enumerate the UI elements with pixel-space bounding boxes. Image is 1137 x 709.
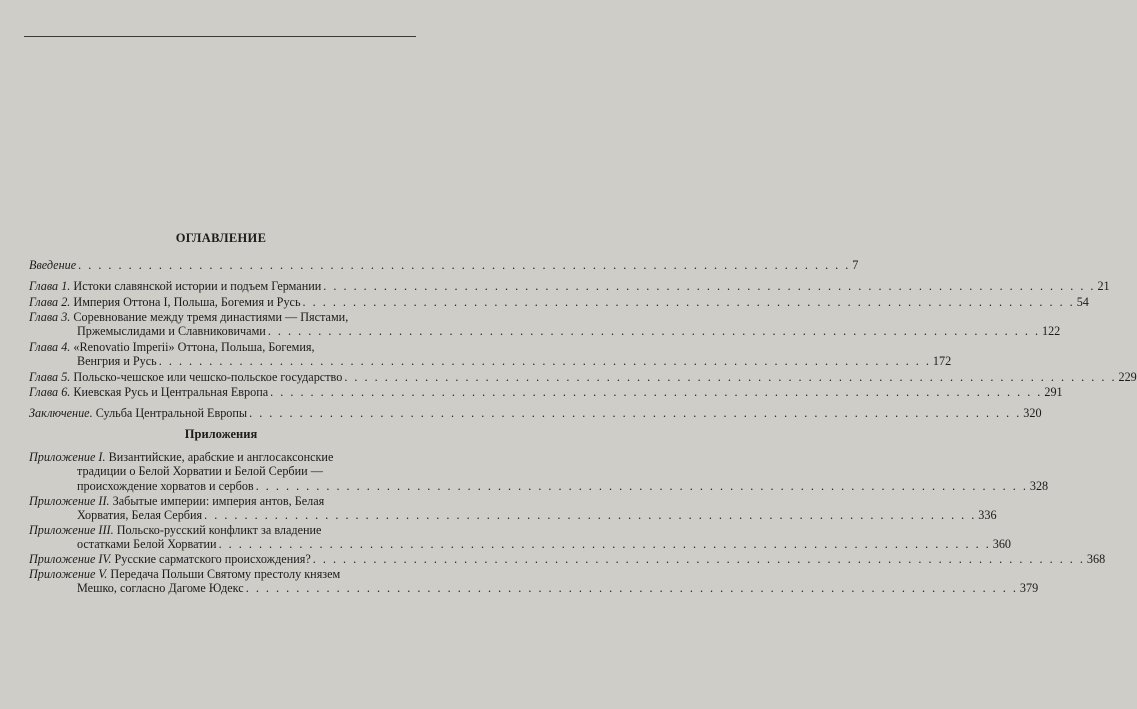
toc-entry-appendix-2: [29, 494, 997, 523]
entry-label: Приложение III.: [29, 523, 114, 537]
page-number: 328: [1029, 478, 1049, 493]
entry-title: Соревнование между тремя династиями — Пястами,: [70, 310, 349, 324]
entry-label: Приложение IV.: [29, 552, 112, 566]
entry-title: Польско-русский конфликт за владение: [113, 523, 322, 537]
entry-title: Сульба Центральной Европы: [92, 406, 248, 420]
leader-dots: . . . . . . . . . . . . . . . . . . . . . . . . . . . . . . . . . . . . . . . . . . . . . . . . . . . . . . . . . . . . . . . . . . . . . . . . . . . . .: [255, 478, 1028, 493]
entry-title: Киевская Русь и Центральная Европа: [70, 385, 269, 399]
entry-title-cont: Венгрия и Русь: [77, 354, 157, 369]
entry-title: Византийские, арабские и англосаксонские: [105, 450, 334, 464]
entry-title: «Renovatio Imperii» Оттона, Польша, Богемия,: [70, 340, 315, 354]
entry-label: Заключение.: [29, 406, 93, 420]
page-number: 21: [1097, 279, 1110, 293]
leader-dots: . . . . . . . . . . . . . . . . . . . . . . . . . . . . . . . . . . . . . . . . . . . . . . . . . . . . . . . . . . . . . . . . . . . . . . . . . . . . .: [267, 324, 1040, 339]
toc-entry-chapter-5: [29, 370, 1137, 384]
entry-title-cont: происхождение хорватов и сербов: [77, 478, 254, 493]
entry-title: Польско-чешское или чешско-польское государство: [70, 370, 343, 384]
leader-dots: . . . . . . . . . . . . . . . . . . . . . . . . . . . . . . . . . . . . . . . . . . . . . . . . . . . . . . . . . . . . . . . . . . . . . . . . . . . . .: [78, 258, 851, 272]
entry-title-cont: Хорватия, Белая Сербия: [77, 508, 203, 523]
leader-dots: . . . . . . . . . . . . . . . . . . . . . . . . . . . . . . . . . . . . . . . . . . . . . . . . . . . . . . . . . . . . . . . . . . . . . . . . . . . . .: [270, 385, 1043, 399]
leader-dots: . . . . . . . . . . . . . . . . . . . . . . . . . . . . . . . . . . . . . . . . . . . . . . . . . . . . . . . . . . . . . . . . . . . . . . . . . . . . .: [302, 295, 1075, 309]
toc-entry-chapter-3: [29, 310, 1061, 339]
appendices-title: Приложения: [184, 427, 258, 441]
page-number: 172: [932, 354, 952, 369]
page-number: 368: [1086, 552, 1106, 566]
leader-dots: . . . . . . . . . . . . . . . . . . . . . . . . . . . . . . . . . . . . . . . . . . . . . . . . . . . . . . . . . . . . . . . . . . . . . . . . . . . . .: [323, 279, 1096, 293]
top-rule: [24, 36, 416, 37]
toc-entry-chapter-2: [29, 295, 1089, 309]
toc-entry-appendix-3: [29, 523, 1012, 552]
entry-title-cont: Мешко, согласно Дагоме Юдекс: [77, 581, 244, 596]
entry-title-cont: остатками Белой Хорватии: [77, 537, 217, 552]
toc-entry-introduction: [29, 258, 859, 272]
page-number: 229: [1118, 370, 1137, 384]
toc-entry-appendix-5: [29, 567, 1039, 596]
entry-label: Глава 6.: [29, 385, 71, 399]
entry-title: Империя Оттона I, Польша, Богемия и Русь: [70, 295, 301, 309]
entry-label: Приложение II.: [29, 494, 110, 508]
entry-label: Глава 1.: [29, 279, 71, 293]
page-number: 7: [852, 258, 859, 272]
entry-title-cont: Пржемыслидами и Славниковичами: [77, 324, 266, 339]
leader-dots: . . . . . . . . . . . . . . . . . . . . . . . . . . . . . . . . . . . . . . . . . . . . . . . . . . . . . . . . . . . . . . . . . . . . . . . . . . . . .: [218, 537, 991, 552]
page-number: 54: [1076, 295, 1089, 309]
leader-dots: . . . . . . . . . . . . . . . . . . . . . . . . . . . . . . . . . . . . . . . . . . . . . . . . . . . . . . . . . . . . . . . . . . . . . . . . . . . . .: [344, 370, 1117, 384]
toc-title: ОГЛАВЛЕНИЕ: [175, 231, 267, 245]
entry-title: Забытые империи: империя антов, Белая: [109, 494, 325, 508]
entry-title: Русские сарматского происхождения?: [111, 552, 311, 566]
page-number: 360: [992, 537, 1012, 552]
leader-dots: . . . . . . . . . . . . . . . . . . . . . . . . . . . . . . . . . . . . . . . . . . . . . . . . . . . . . . . . . . . . . . . . . . . . . . . . . . . . .: [158, 354, 931, 369]
page-number: 122: [1041, 324, 1061, 339]
entry-label: Глава 2.: [29, 295, 71, 309]
entry-label: Глава 4.: [29, 340, 71, 354]
entry-title: Истоки славянской истории и подъем Германии: [70, 279, 322, 293]
entry-label: Глава 3.: [29, 310, 71, 324]
page-number: 320: [1023, 406, 1042, 420]
leader-dots: . . . . . . . . . . . . . . . . . . . . . . . . . . . . . . . . . . . . . . . . . . . . . . . . . . . . . . . . . . . . . . . . . . . . . . . . . . . . .: [312, 552, 1085, 566]
entry-label: Приложение I.: [29, 450, 106, 464]
leader-dots: . . . . . . . . . . . . . . . . . . . . . . . . . . . . . . . . . . . . . . . . . . . . . . . . . . . . . . . . . . . . . . . . . . . . . . . . . . . . .: [204, 508, 977, 523]
page-number: 336: [978, 508, 997, 523]
entry-title: Передача Польши Святому престолу князем: [107, 567, 341, 581]
toc-entry-appendix-1: [29, 450, 1049, 493]
entry-title-cont: традиции о Белой Хорватии и Белой Сербии —: [77, 464, 323, 479]
toc-entry-chapter-4: [29, 340, 952, 369]
toc-entry-appendix-4: [29, 552, 1106, 566]
page-number: 379: [1019, 581, 1039, 596]
entry-label: Введение: [29, 258, 77, 272]
entry-label: Глава 5.: [29, 370, 71, 384]
toc-entry-conclusion: [29, 406, 1042, 420]
leader-dots: . . . . . . . . . . . . . . . . . . . . . . . . . . . . . . . . . . . . . . . . . . . . . . . . . . . . . . . . . . . . . . . . . . . . . . . . . . . . .: [249, 406, 1022, 420]
page-number: 291: [1044, 385, 1063, 399]
leader-dots: . . . . . . . . . . . . . . . . . . . . . . . . . . . . . . . . . . . . . . . . . . . . . . . . . . . . . . . . . . . . . . . . . . . . . . . . . . . . .: [245, 581, 1018, 596]
toc-entry-chapter-6: [29, 385, 1063, 399]
entry-label: Приложение V.: [29, 567, 108, 581]
toc-entry-chapter-1: [29, 279, 1110, 293]
